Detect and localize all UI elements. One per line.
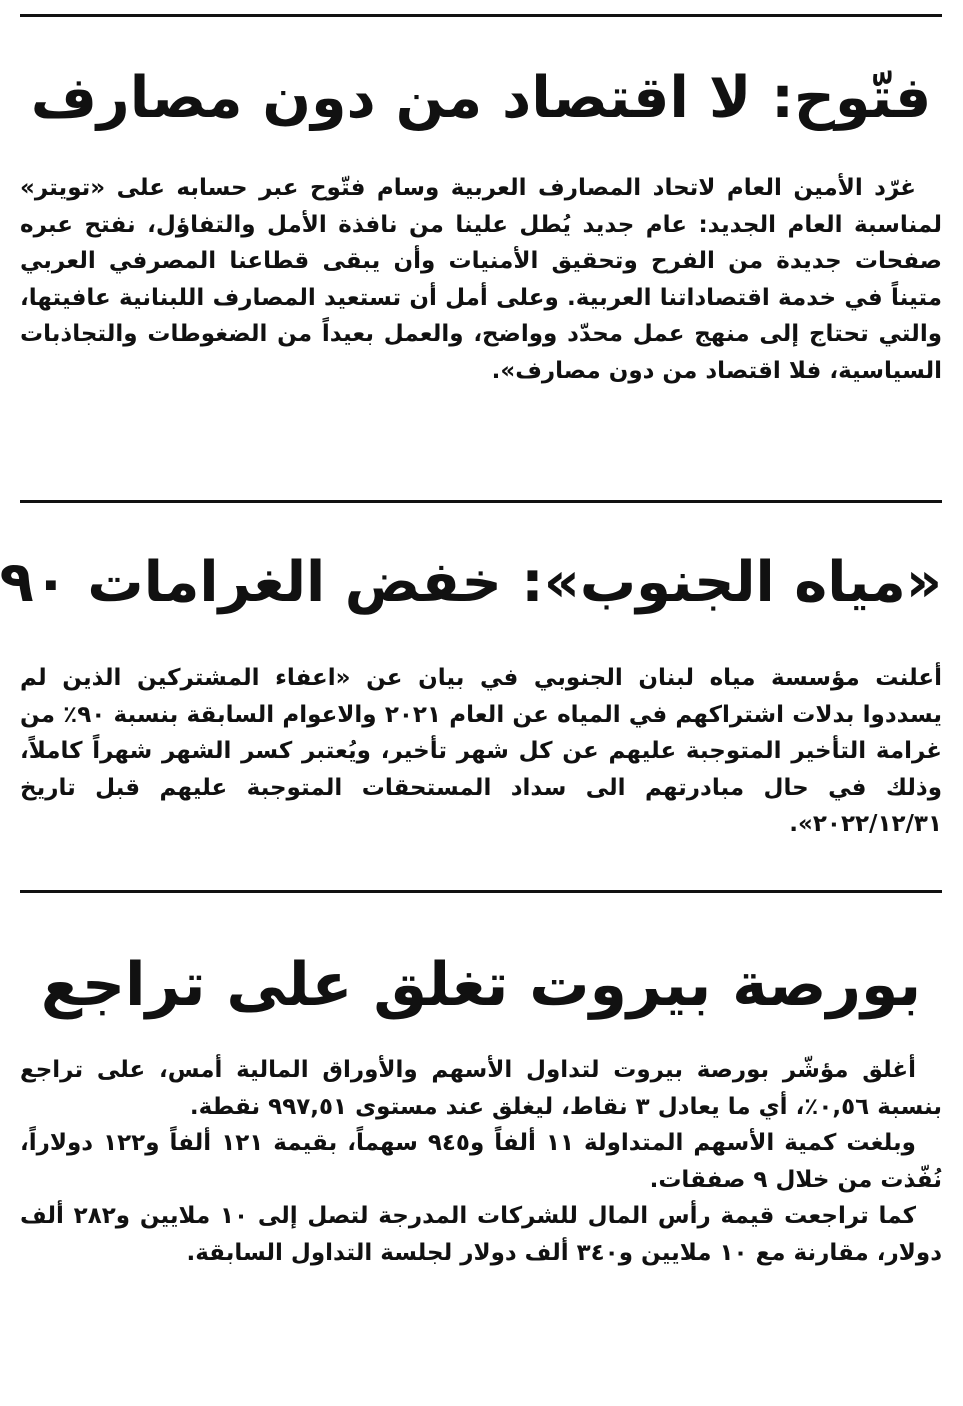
article-1-body (20, 170, 942, 389)
article-3-headline: بورصة بيروت تغلق على تراجع (40, 950, 922, 1020)
divider-rule (20, 890, 942, 893)
divider-rule (20, 500, 942, 503)
article-3-body (20, 1052, 942, 1271)
article-2-headline: «مياه الجنوب»: خفض الغرامات ٩٠ (0, 550, 942, 615)
article-3-paragraph-2: وبلغت كمية الأسهم المتداولة ١١ ألفاً و٩٤٥ سهماً، بقيمة ١٢١ ألفاً و١٢٢ دولاراً، نُفّذت من خلال ٩ صفقات. (20, 1130, 942, 1193)
article-2-paragraph-1: أعلنت مؤسسة مياه لبنان الجنوبي في بيان عن «اعفاء المشتركين الذين لم يسددوا بدلات اشتراكهم في المياه عن العام ٢٠٢١ والاعوام السابقة بنسبة ٩٠٪ من غرامة التأخير المتوجبة عليهم عن كل شهر تأخير، ويُعتبر كسر الشهر شهراً كاملاً، وذلك في حال مبادرتهم الى سداد المستحقات المتوجبة عليهم قبل تاريخ ٢٠٢٢/١٢/٣١». (20, 665, 942, 837)
article-1-paragraph-1: غرّد الأمين العام لاتحاد المصارف العربية وسام فتّوح عبر حسابه على «تويتر» لمناسبة العام الجديد: عام جديد يُطل علينا من نافذة الأمل والتفاؤل، نفتح عبره صفحات جديدة من الفرح وتحقيق الأمنيات وأن يبقى قطاعنا المصرفي العربي متيناً في خدمة اقتصاداتنا العربية. وعلى أمل أن تستعيد المصارف اللبنانية عافيتها، والتي تحتاج إلى منهج عمل محدّد وواضح، والعمل بعيداً من الضغوطات والتجاذبات السياسية، فلا اقتصاد من دون مصارف». (20, 175, 942, 384)
article-2-body (20, 660, 942, 843)
divider-rule (20, 14, 942, 17)
article-3-paragraph-3: كما تراجعت قيمة رأس المال للشركات المدرجة لتصل إلى ١٠ ملايين و٢٨٢ ألف دولار، مقارنة مع ١٠ ملايين و٣٤٠ ألف دولار لجلسة التداول السابقة. (20, 1203, 942, 1266)
article-3-paragraph-1: أغلق مؤشّر بورصة بيروت لتداول الأسهم والأوراق المالية أمس، على تراجع بنسبة ٠,٥٦٪، أي ما يعادل ٣ نقاط، ليغلق عند مستوى ٩٩٧,٥١ نقطة. (20, 1057, 942, 1120)
article-1-headline: فتّوح: لا اقتصاد من دون مصارف (30, 65, 932, 131)
